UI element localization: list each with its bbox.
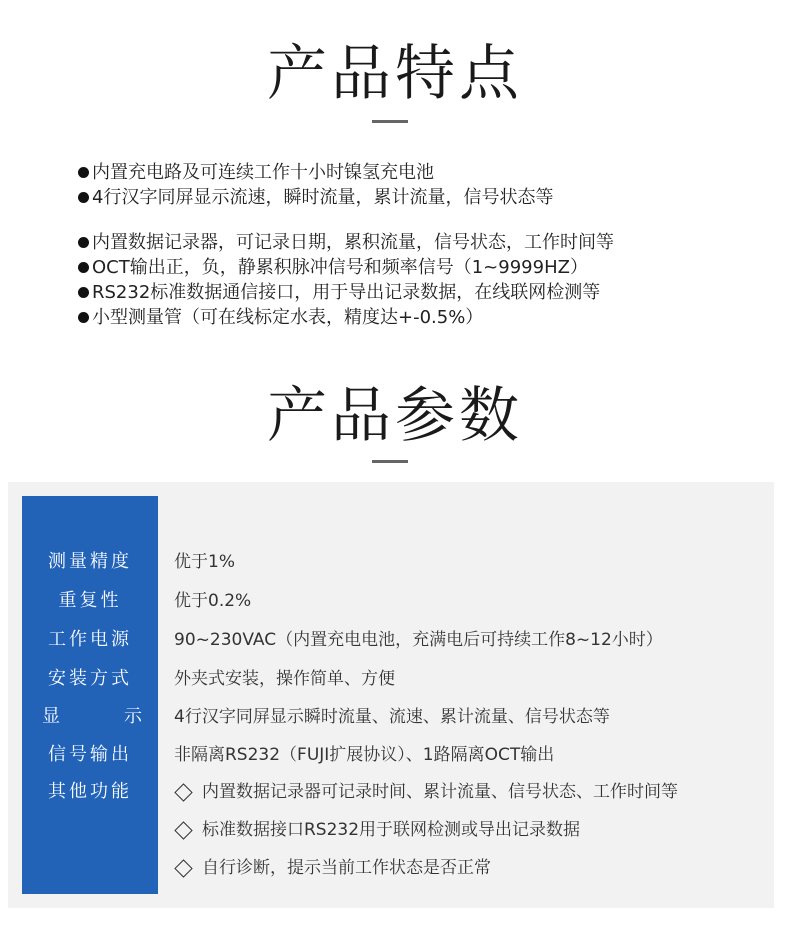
param-label: 工作电源 (48, 629, 132, 650)
param-row-other-functions (22, 773, 774, 811)
param-label: 安装方式 (48, 668, 132, 689)
param-value: 内置数据记录器可记录时间、累计流量、信号状态、工作时间等 (174, 773, 678, 811)
param-row-accuracy (22, 543, 774, 581)
param-value: 自行诊断，提示当前工作状态是否正常 (174, 849, 491, 887)
diamond-outline-icon (174, 783, 192, 801)
param-value: 外夹式安装，操作简单、方便 (174, 669, 395, 689)
bullet-dot-icon (78, 237, 89, 248)
param-row-installation (22, 660, 774, 698)
list-item: 4行汉字同屏显示流速，瞬时流量，累计流量，信号状态等 (76, 185, 614, 210)
param-row-power (22, 621, 774, 659)
title-underline (372, 120, 408, 123)
bullet-dot-icon (78, 262, 89, 273)
title-underline (372, 460, 408, 463)
param-value: 非隔离RS232（FUJI扩展协议）、1路隔离OCT输出 (174, 745, 555, 765)
param-label: 信号输出 (48, 744, 132, 765)
list-item: 小型测量管（可在线标定水表，精度达+-0.5%） (76, 305, 614, 330)
bullet-dot-icon (78, 287, 89, 298)
params-title: 产品参数 (267, 381, 523, 451)
features-title: 产品特点 (267, 39, 523, 109)
param-label: 重复性 (58, 590, 122, 611)
list-item: 内置数据记录器，可记录日期，累积流量，信号状态，工作时间等 (76, 230, 614, 255)
param-row-other-functions-2 (22, 811, 774, 849)
param-value: 优于1% (174, 552, 235, 572)
param-row-display (22, 698, 774, 736)
param-label: 其他功能 (48, 781, 132, 802)
param-label: 测量精度 (48, 551, 132, 572)
param-row-repeatability (22, 582, 774, 620)
param-row-signal-output (22, 736, 774, 774)
diamond-outline-icon (174, 859, 192, 877)
features-list (76, 160, 614, 330)
bullet-dot-icon (78, 312, 89, 323)
param-row-other-functions-3 (22, 849, 774, 887)
bullet-dot-icon (78, 167, 89, 178)
param-value: 标准数据接口RS232用于联网检测或导出记录数据 (174, 811, 580, 849)
bullet-dot-icon (78, 192, 89, 203)
param-value: 4行汉字同屏显示瞬时流量、流速、累计流量、信号状态等 (174, 707, 610, 727)
list-item: RS232标准数据通信接口，用于导出记录数据，在线联网检测等 (76, 280, 614, 305)
list-spacer (76, 210, 614, 230)
diamond-outline-icon (174, 821, 192, 839)
param-value: 90~230VAC（内置充电电池，充满电后可持续工作8~12小时） (174, 630, 663, 650)
param-value: 优于0.2% (174, 591, 252, 611)
list-item: OCT输出正，负，静累积脉冲信号和频率信号（1~9999HZ） (76, 255, 614, 280)
param-label: 显 示 (42, 706, 142, 727)
list-item: 内置充电路及可连续工作十小时镍氢充电池 (76, 160, 614, 185)
